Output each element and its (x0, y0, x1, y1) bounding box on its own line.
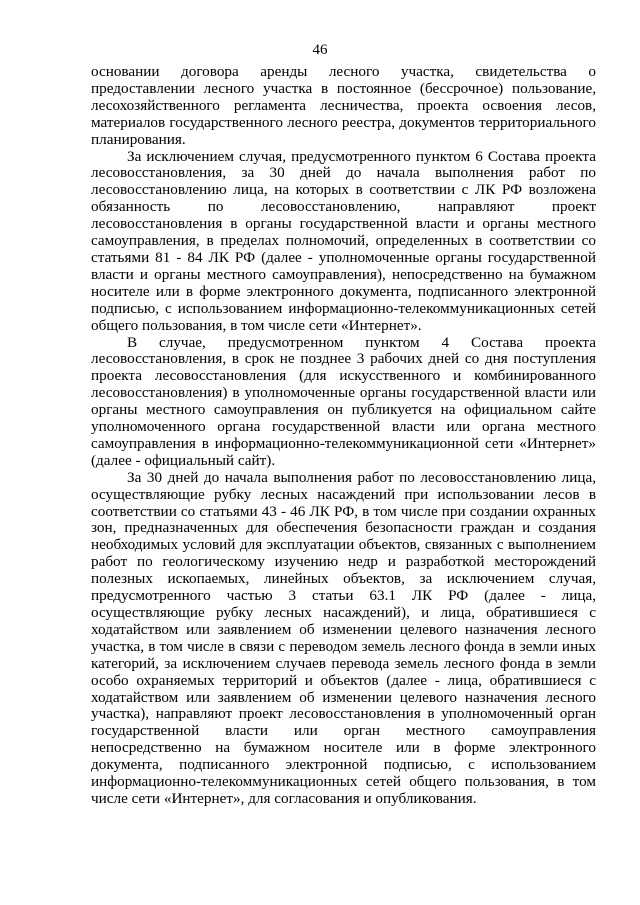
document-body (91, 64, 596, 808)
paragraph-publication: В случае, предусмотренном пунктом 4 Состава проекта лесовосстановления, в срок не позднее 3 рабочих дней со дня поступления проекта лесовосстановления (для искусственного и комбинированного лесовосстановления) в уполномоченные органы государственной власти или органы местного самоуправления он публикуется на официальном сайте уполномоченного органа государственной власти или органа местного самоуправления в информационно-телекоммуникационной сети «Интернет» (далее - официальный сайт). (91, 333, 596, 469)
paragraph-approval: За 30 дней до начала выполнения работ по лесовосстановлению лица, осуществляющие рубку лесных насаждений при использовании лесов в соответствии со статьями 43 - 46 ЛК РФ, в том числе при создании охранных зон, предназначенных для обеспечения безопасности граждан и создания необходимых условий для эксплуатации объектов, связанных с выполнением работ по геологическому изучению недр и разработкой месторождений полезных ископаемых, линейных объектов, за исключением случая, предусмотренного частью 3 статьи 63.1 ЛК РФ (далее - лица, осуществляющие рубку лесных насаждений), и лица, обратившиеся с ходатайством или заявлением об изменении целевого назначения лесного участка, в том числе в связи с переводом земель лесного фонда в земли иных категорий, за исключением случаев перевода земель лесного фонда в земли особо охраняемых территорий и объектов (далее - лица, обратившиеся с ходатайством или заявлением об изменении целевого назначения лесного участка), направляют проект лесовосстановления в уполномоченный орган государственной власти или орган местного самоуправления непосредственно на бумажном носителе или в форме электронного документа, подписанного электронной подписью, с использованием информационно-телекоммуникационных сетей общего пользования, в том числе сети «Интернет», для согласования и опубликования. (91, 468, 596, 807)
page-number: 46 (312, 42, 328, 58)
paragraph-continuation: основании договора аренды лесного участка, свидетельства о предоставлении лесного участка в постоянное (бессрочное) пользование, лесохозяйственного регламента лесничества, проекта освоения лесов, материалов государственного лесного реестра, документов территориального планирования. (91, 63, 596, 148)
paragraph-project-submission: За исключением случая, предусмотренного пунктом 6 Состава проекта лесовосстановления, за 30 дней до начала выполнения работ по лесовосстановлению лица, на которых в соответствии с ЛК РФ возложена обязанность по лесовосстановлению, направляют проект лесовосстановления в органы государственной власти и органы местного самоуправления, в пределах полномочий, определенных в соответствии со статьями 81 - 84 ЛК РФ (далее - уполномоченные органы государственной власти и органы местного самоуправления), непосредственно на бумажном носителе или в форме электронного документа, подписанного электронной подписью, с использованием информационно-телекоммуникационных сетей общего пользования, в том числе сети «Интернет». (91, 147, 596, 334)
